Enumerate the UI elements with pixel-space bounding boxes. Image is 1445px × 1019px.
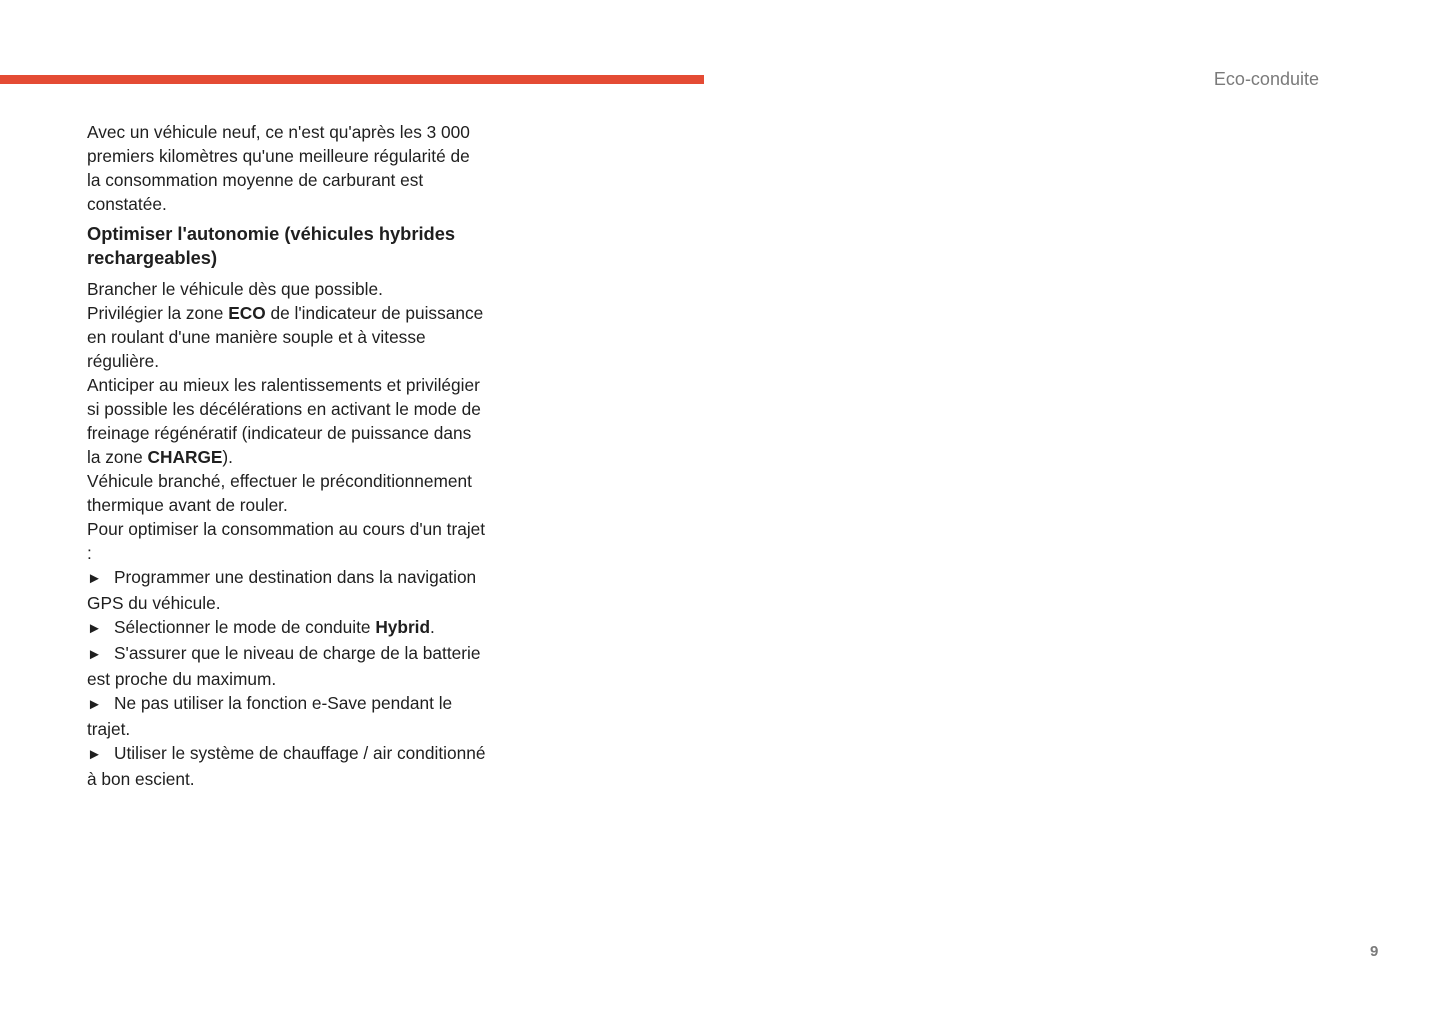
eco-keyword: ECO bbox=[228, 303, 266, 323]
bullet-item bbox=[87, 741, 487, 791]
paragraph-trip-intro: Pour optimiser la consommation au cours d'un trajet : bbox=[87, 519, 486, 563]
main-content bbox=[87, 120, 487, 791]
text-run: Privilégier la zone bbox=[87, 303, 229, 323]
intro-paragraph: Avec un véhicule neuf, ce n'est qu'après les 3 000 premiers kilomètres qu'une meilleure régularité de la consommation moyenne de carburant est constatée. bbox=[87, 122, 470, 214]
bullet-arrow-icon: ► bbox=[87, 646, 102, 663]
bullet-text: Ne pas utiliser la fonction e-Save pendant le trajet. bbox=[87, 693, 453, 739]
hybrid-keyword: Hybrid bbox=[375, 617, 431, 637]
bullet-text: S'assurer que le niveau de charge de la batterie est proche du maximum. bbox=[87, 643, 481, 689]
paragraph-preconditioning: Véhicule branché, effectuer le préconditionnement thermique avant de rouler. bbox=[87, 471, 472, 515]
bullet-arrow-icon: ► bbox=[87, 746, 102, 763]
bullet-item bbox=[87, 641, 487, 691]
header-accent-bar bbox=[0, 75, 704, 84]
bullet-item bbox=[87, 565, 487, 615]
bullet-text: Utiliser le système de chauffage / air conditionné à bon escient. bbox=[87, 743, 486, 789]
section-heading: Optimiser l'autonomie (véhicules hybrides rechargeables) bbox=[87, 223, 456, 268]
bullet-text: . bbox=[430, 617, 435, 637]
text-run: ). bbox=[222, 447, 233, 467]
charge-keyword: CHARGE bbox=[147, 447, 223, 467]
text-run: de l'indicateur de puissance en roulant d'une manière souple et à vitesse régulière. bbox=[87, 303, 484, 371]
bullet-item bbox=[87, 615, 487, 641]
page-number: 9 bbox=[1370, 943, 1379, 960]
bullet-arrow-icon: ► bbox=[87, 570, 102, 587]
chapter-title: Eco-conduite bbox=[1213, 69, 1319, 89]
bullet-arrow-icon: ► bbox=[87, 696, 102, 713]
text-run: Anticiper au mieux les ralentissements et privilégier si possible les décélérations en activant le mode de freinage régénératif (indicateur de puissance dans la zone bbox=[87, 375, 481, 467]
bullet-arrow-icon: ► bbox=[87, 620, 102, 637]
paragraph-eco-zone bbox=[87, 301, 487, 373]
paragraph-regenerative-braking bbox=[87, 373, 487, 469]
paragraph-plug-in: Brancher le véhicule dès que possible. bbox=[87, 279, 383, 299]
bullet-text: Sélectionner le mode de conduite bbox=[114, 617, 376, 637]
bullet-text: Programmer une destination dans la navigation GPS du véhicule. bbox=[87, 567, 477, 613]
bullet-item bbox=[87, 691, 487, 741]
